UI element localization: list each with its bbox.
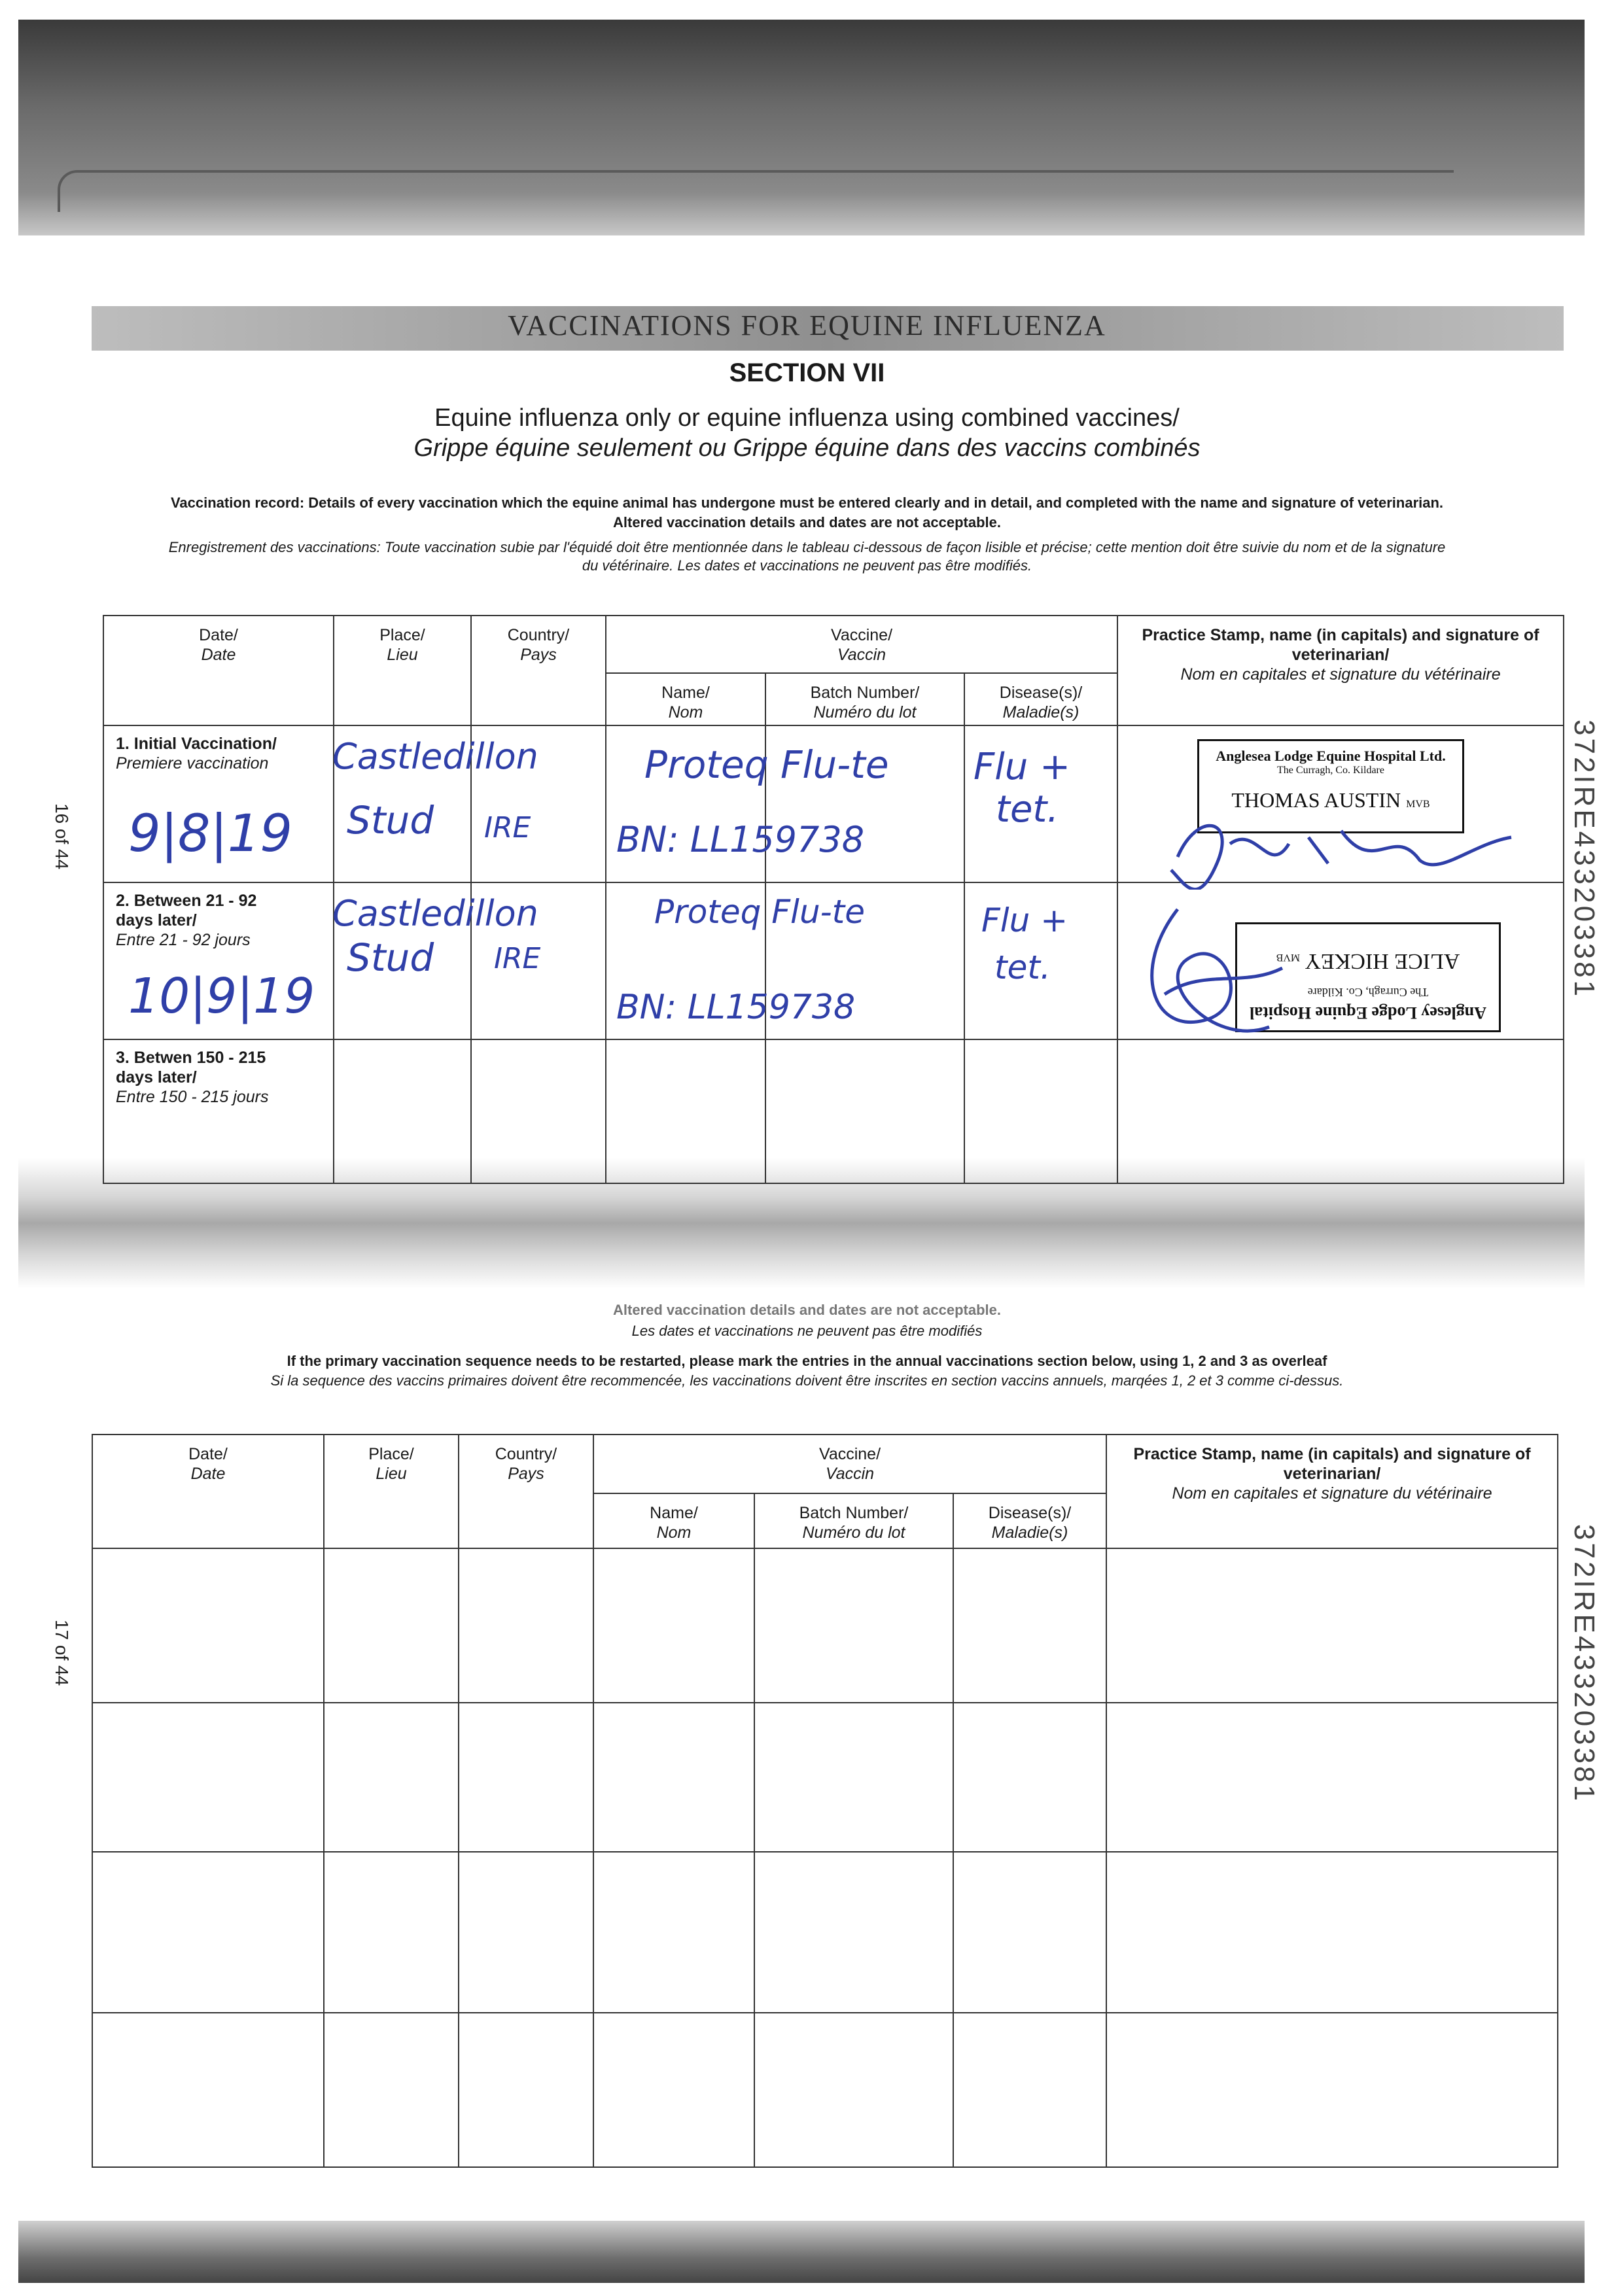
handwritten-country: IRE (484, 811, 531, 844)
table-row (92, 1703, 1558, 1852)
col-batch-header: Batch Number/ Numéro du lot (754, 1493, 953, 1548)
altered-notice: Altered vaccination details and dates are not acceptable. (613, 1302, 1001, 1318)
handwritten-disease: Flu + (974, 746, 1070, 788)
handwritten-place: Stud (347, 798, 434, 843)
handwritten-date: 10|9|19 (128, 968, 315, 1024)
vet-signature-2 (1125, 890, 1295, 1060)
col-date-header: Date/ Date (92, 1435, 324, 1548)
record-text-fr-2: du vétérinaire. Les dates et vaccinations ne peuvent pas être modifiés. (582, 557, 1032, 574)
scan-top-edge (18, 20, 1585, 235)
handwritten-place: Castledillon (332, 736, 538, 777)
passport-id-top: 372IRE433203381 (1568, 720, 1600, 999)
page-number-bottom: 17 of 44 (52, 1620, 72, 1686)
col-country-header: Country/ Pays (459, 1435, 593, 1548)
vet-signature (1158, 798, 1524, 890)
record-text-en-2: Altered vaccination details and dates are not acceptable. (613, 514, 1001, 531)
scan-bottom-edge (18, 2221, 1585, 2283)
handwritten-place: Stud (347, 935, 434, 980)
vet-practice-stamp-inverted: Anglesey Lodge Equine Hospital The Curragh, Co. Kildare ALICE HICKEY MVB (1235, 922, 1501, 1032)
col-stamp-header: Practice Stamp, name (in capitals) and signature of veterinarian/ Nom en capitales et signature du vétérinaire (1117, 616, 1564, 725)
col-stamp-header: Practice Stamp, name (in capitals) and signature of veterinarian/ Nom en capitales et signature du vétérinaire (1106, 1435, 1558, 1548)
handwritten-country: IRE (494, 942, 541, 975)
col-batch-header: Batch Number/ Numéro du lot (765, 673, 964, 725)
table-row (103, 1039, 1564, 1183)
subtitle-en: Equine influenza only or equine influenza using combined vaccines/ (434, 404, 1180, 432)
col-place-header: Place/ Lieu (334, 616, 471, 725)
handwritten-batch: BN: LL159738 (616, 988, 856, 1027)
restart-instruction-fr: Si la sequence des vaccins primaires doivent être recommencée, les vaccinations doivent être inscrites en section vaccins annuels, marqées 1, 2 et 3 comme ci-dessus. (270, 1372, 1344, 1389)
col-vaccine-header: Vaccine/ Vaccin (593, 1435, 1106, 1493)
passport-id-bottom: 372IRE433203381 (1568, 1524, 1600, 1803)
col-vaccine-header: Vaccine/ Vaccin (606, 616, 1117, 673)
subtitle-fr: Grippe équine seulement ou Grippe équine dans des vaccins combinés (413, 434, 1201, 462)
handwritten-date: 9|8|19 (128, 805, 293, 863)
handwritten-vaccine: Proteq Flu-te (654, 893, 866, 931)
col-date-header: Date/ Date (103, 616, 334, 725)
col-disease-header: Disease(s)/ Maladie(s) (953, 1493, 1106, 1548)
row-label: 3. Betwen 150 - 215 days later/ Entre 150 - 215 jours (103, 1039, 334, 1183)
table-row (92, 1548, 1558, 1703)
handwritten-batch: BN: LL159738 (616, 819, 865, 860)
col-disease-header: Disease(s)/ Maladie(s) (964, 673, 1117, 725)
row-label: 1. Initial Vaccination/ Premiere vaccination (103, 725, 334, 882)
row-label: 2. Between 21 - 92 days later/ Entre 21 - 92 jours (103, 882, 334, 1039)
handwritten-disease: Flu + (981, 901, 1068, 939)
section-number: SECTION VII (729, 358, 885, 387)
handwritten-disease: tet. (994, 948, 1051, 986)
banner-title: VACCINATIONS FOR EQUINE INFLUENZA (508, 309, 1106, 341)
col-country-header: Country/ Pays (471, 616, 606, 725)
handwritten-disease: tet. (996, 788, 1059, 831)
record-text-en: Vaccination record: Details of every vaccination which the equine animal has undergone must be entered clearly and in detail, and completed with the name and signature of veterinarian. (170, 495, 1444, 511)
table-row (92, 1852, 1558, 2013)
handwritten-vaccine: Proteq Flu-te (644, 742, 889, 787)
page-number-top: 16 of 44 (52, 803, 72, 870)
table-row (92, 2013, 1558, 2167)
col-name-header: Name/ Nom (593, 1493, 754, 1548)
handwritten-place: Castledillon (332, 893, 538, 934)
col-name-header: Name/ Nom (606, 673, 765, 725)
vet-practice-stamp: Anglesea Lodge Equine Hospital Ltd. The Curragh, Co. Kildare THOMAS AUSTIN MVB (1197, 739, 1464, 833)
annual-vaccination-table (92, 1434, 1558, 2168)
record-text-fr: Enregistrement des vaccinations: Toute vaccination subie par l'équidé doit être mentionnée dans le tableau ci-dessous de façon lisible et précise; cette mention doit être suivie du nom et de la signature (168, 539, 1446, 555)
restart-instruction-en: If the primary vaccination sequence needs to be restarted, please mark the entries in the annual vaccinations section below, using 1, 2 and 3 as overleaf (287, 1353, 1327, 1369)
col-place-header: Place/ Lieu (324, 1435, 459, 1548)
altered-notice-fr: Les dates et vaccinations ne peuvent pas être modifiés (631, 1323, 983, 1339)
